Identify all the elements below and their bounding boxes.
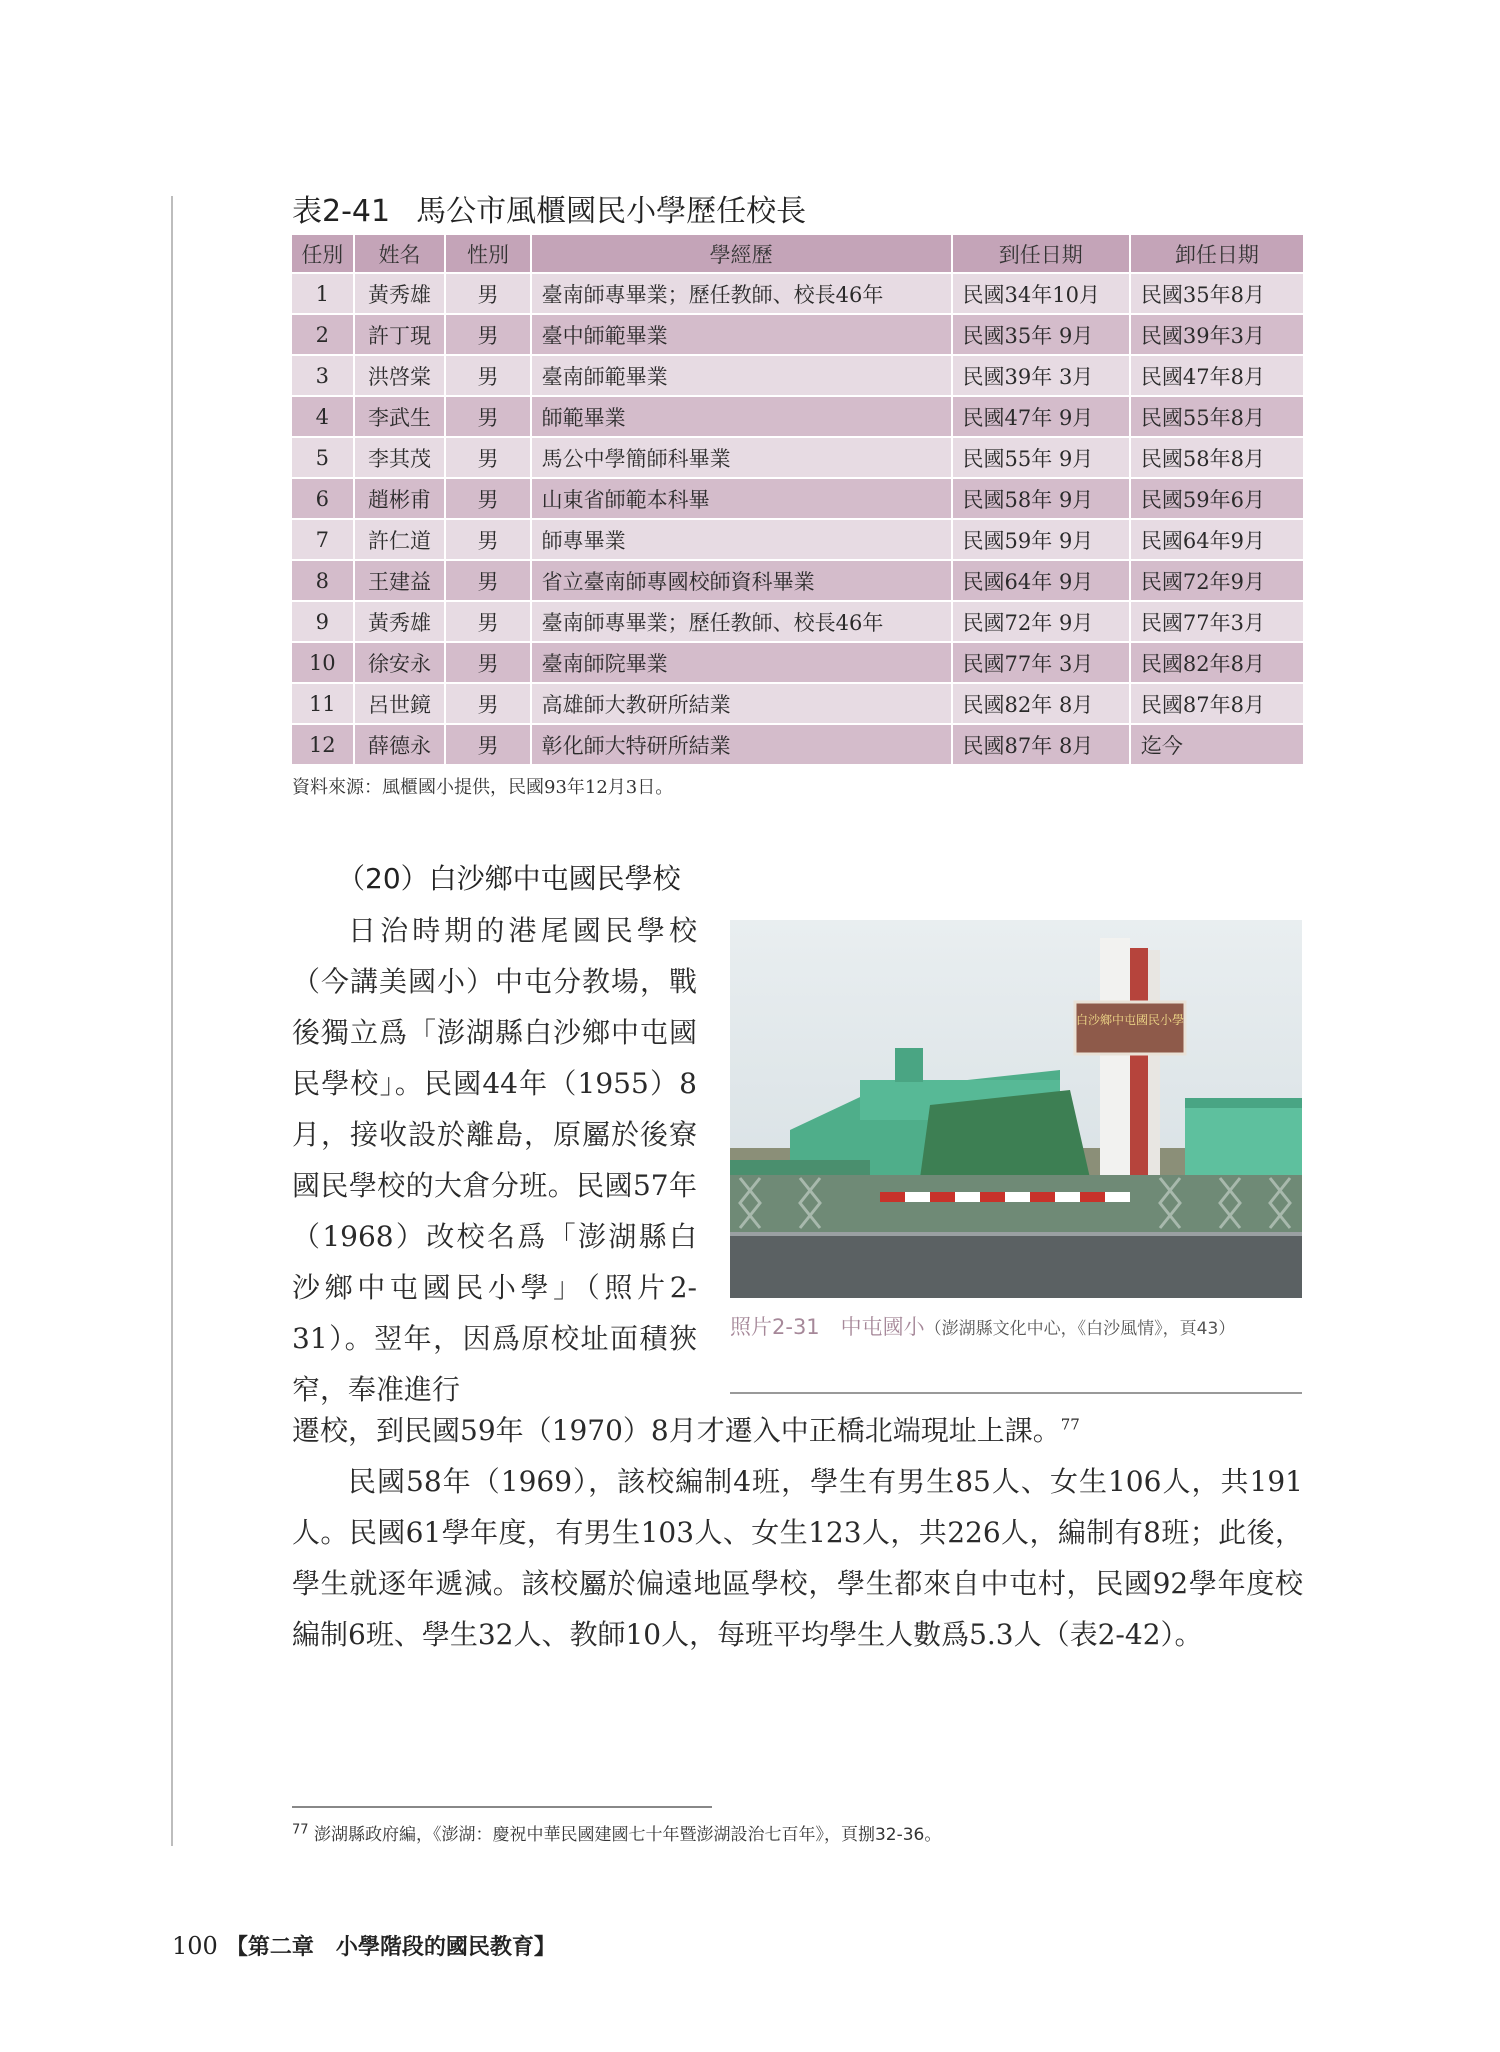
table-cell: 民國87年 8月 xyxy=(952,724,1130,764)
page-footer xyxy=(172,1930,556,1961)
table-row xyxy=(292,560,1303,601)
table-header-cell: 卸任日期 xyxy=(1130,235,1303,273)
table-cell: 1 xyxy=(292,273,354,314)
table-cell: 許仁道 xyxy=(354,519,446,560)
table-cell: 臺南師專畢業；歷任教師、校長46年 xyxy=(531,273,952,314)
table-header-row xyxy=(292,235,1303,273)
table-cell: 民國39年 3月 xyxy=(952,355,1130,396)
table-row xyxy=(292,437,1303,478)
table-cell: 李武生 xyxy=(354,396,446,437)
table-cell: 黃秀雄 xyxy=(354,273,446,314)
table-header-cell: 到任日期 xyxy=(952,235,1130,273)
table-cell: 黃秀雄 xyxy=(354,601,446,642)
table-cell: 民國35年 9月 xyxy=(952,314,1130,355)
table-cell: 民國58年 9月 xyxy=(952,478,1130,519)
table-cell: 徐安永 xyxy=(354,642,446,683)
table-cell: 男 xyxy=(445,314,530,355)
table-cell: 男 xyxy=(445,478,530,519)
table-cell: 山東省師範本科畢 xyxy=(531,478,952,519)
table-cell: 薛德永 xyxy=(354,724,446,764)
table-title xyxy=(292,186,806,230)
table-cell: 民國82年8月 xyxy=(1130,642,1303,683)
table-cell: 民國35年8月 xyxy=(1130,273,1303,314)
footnote-rule xyxy=(292,1806,712,1808)
page-number: 100 xyxy=(172,1932,218,1960)
table-cell: 洪啓棠 xyxy=(354,355,446,396)
table-cell: 8 xyxy=(292,560,354,601)
table-body xyxy=(292,273,1303,764)
table-cell: 民國55年 9月 xyxy=(952,437,1130,478)
table-cell: 民國72年9月 xyxy=(1130,560,1303,601)
paragraph-1: 日治時期的港尾國民學校（今講美國小）中屯分教場，戰後獨立爲「澎湖縣白沙鄉中屯國民學校」。民國44年（1955）8月，接收設於離島，原屬於後寮國民學校的大倉分班。民國57年（1968）改校名爲「澎湖縣白沙鄉中屯國民小學」（照片2-31）。翌年，因爲原校址面積狹窄，奉准進行 xyxy=(292,914,697,1406)
table-cell: 11 xyxy=(292,683,354,724)
table-cell: 男 xyxy=(445,519,530,560)
table-cell: 民國39年3月 xyxy=(1130,314,1303,355)
footnote-text: 澎湖縣政府編，《澎湖：慶祝中華民國建國七十年暨澎湖設治七百年》，頁捌32-36。 xyxy=(313,1825,942,1845)
chapter-title: 【第二章 小學階段的國民教育】 xyxy=(225,1934,556,1960)
table-cell: 許丁現 xyxy=(354,314,446,355)
table-cell: 男 xyxy=(445,273,530,314)
table-row xyxy=(292,273,1303,314)
table-header-cell: 任別 xyxy=(292,235,354,273)
school-photo-illustration xyxy=(730,920,1302,1298)
table-cell: 民國34年10月 xyxy=(952,273,1130,314)
section-heading: （20）白沙鄉中屯國民學校 xyxy=(337,862,681,895)
body-text xyxy=(292,1405,1303,1660)
table-cell: 6 xyxy=(292,478,354,519)
table-cell: 師範畢業 xyxy=(531,396,952,437)
table-cell: 臺南師專畢業；歷任教師、校長46年 xyxy=(531,601,952,642)
table-cell: 李其茂 xyxy=(354,437,446,478)
table-cell: 10 xyxy=(292,642,354,683)
table-cell: 男 xyxy=(445,683,530,724)
photo-caption xyxy=(730,1310,1302,1346)
table-cell: 男 xyxy=(445,437,530,478)
table-cell: 9 xyxy=(292,601,354,642)
table-cell: 馬公中學簡師科畢業 xyxy=(531,437,952,478)
table-row xyxy=(292,642,1303,683)
table-row xyxy=(292,355,1303,396)
table-title-text: 馬公市風櫃國民小學歷任校長 xyxy=(416,194,807,229)
caption-rule xyxy=(730,1392,1302,1394)
table-cell: 男 xyxy=(445,396,530,437)
footnote-number: 77 xyxy=(292,1822,309,1838)
table-cell: 臺南師院畢業 xyxy=(531,642,952,683)
table-cell: 男 xyxy=(445,560,530,601)
table-cell: 5 xyxy=(292,437,354,478)
table-cell: 民國72年 9月 xyxy=(952,601,1130,642)
footnote xyxy=(292,1820,941,1845)
table-cell: 民國77年3月 xyxy=(1130,601,1303,642)
table-cell: 7 xyxy=(292,519,354,560)
table-cell: 民國47年 9月 xyxy=(952,396,1130,437)
caption-lead: 照片2-31 中屯國小 xyxy=(730,1315,925,1339)
table-cell: 男 xyxy=(445,724,530,764)
table-header-cell: 學經歷 xyxy=(531,235,952,273)
table-cell: 迄今 xyxy=(1130,724,1303,764)
table-row xyxy=(292,601,1303,642)
table-cell: 民國82年 8月 xyxy=(952,683,1130,724)
table-cell: 民國59年 9月 xyxy=(952,519,1130,560)
table-cell: 民國87年8月 xyxy=(1130,683,1303,724)
table-cell: 臺中師範畢業 xyxy=(531,314,952,355)
table-row xyxy=(292,314,1303,355)
table-cell: 男 xyxy=(445,642,530,683)
table-cell: 呂世鏡 xyxy=(354,683,446,724)
table-cell: 師專畢業 xyxy=(531,519,952,560)
table-cell: 省立臺南師專國校師資科畢業 xyxy=(531,560,952,601)
table-cell: 男 xyxy=(445,601,530,642)
paragraph-1-continuation: 遷校，到民國59年（1970）8月才遷入中正橋北端現址上課。$^{77}$ xyxy=(292,1414,1080,1447)
table-cell: 12 xyxy=(292,724,354,764)
margin-rule xyxy=(171,196,173,1846)
table-cell: 民國77年 3月 xyxy=(952,642,1130,683)
table-title-number: 表2-41 xyxy=(292,194,391,229)
table-source-note: 資料來源：風櫃國小提供，民國93年12月3日。 xyxy=(292,777,674,798)
table-cell: 臺南師範畢業 xyxy=(531,355,952,396)
wrap-paragraph xyxy=(292,905,697,1415)
table-cell: 民國55年8月 xyxy=(1130,396,1303,437)
sign-text: 白沙鄉中屯國民小學 xyxy=(1075,1013,1185,1027)
table-row xyxy=(292,396,1303,437)
school-photo xyxy=(730,920,1302,1298)
table-row xyxy=(292,478,1303,519)
footnote-ref[interactable]: 77 xyxy=(1060,1415,1080,1434)
table-cell: 高雄師大教研所結業 xyxy=(531,683,952,724)
table-cell: 趙彬甫 xyxy=(354,478,446,519)
table-cell: 4 xyxy=(292,396,354,437)
table-header-cell: 姓名 xyxy=(354,235,446,273)
table-cell: 彰化師大特研所結業 xyxy=(531,724,952,764)
table-cell: 3 xyxy=(292,355,354,396)
table-cell: 男 xyxy=(445,355,530,396)
table-row xyxy=(292,683,1303,724)
principals-table xyxy=(292,235,1303,764)
table-row xyxy=(292,724,1303,764)
table-cell: 2 xyxy=(292,314,354,355)
table-cell: 民國59年6月 xyxy=(1130,478,1303,519)
paragraph-2: 民國58年（1969），該校編制4班，學生有男生85人、女生106人，共191人。民國61學年度，有男生103人、女生123人，共226人，編制有8班；此後，學生就逐年遞減。該校屬於偏遠地區學校，學生都來自中屯村，民國92學年度校編制6班、學生32人、教師10人，每班平均學生人數爲5.3人（表2-42）。 xyxy=(292,1465,1303,1651)
table-header-cell: 性別 xyxy=(445,235,530,273)
table-cell: 民國64年9月 xyxy=(1130,519,1303,560)
caption-rest: （澎湖縣文化中心，《白沙風情》，頁43） xyxy=(924,1319,1236,1339)
table-cell: 民國47年8月 xyxy=(1130,355,1303,396)
table-cell: 民國64年 9月 xyxy=(952,560,1130,601)
table-cell: 王建益 xyxy=(354,560,446,601)
table-cell: 民國58年8月 xyxy=(1130,437,1303,478)
table-row xyxy=(292,519,1303,560)
